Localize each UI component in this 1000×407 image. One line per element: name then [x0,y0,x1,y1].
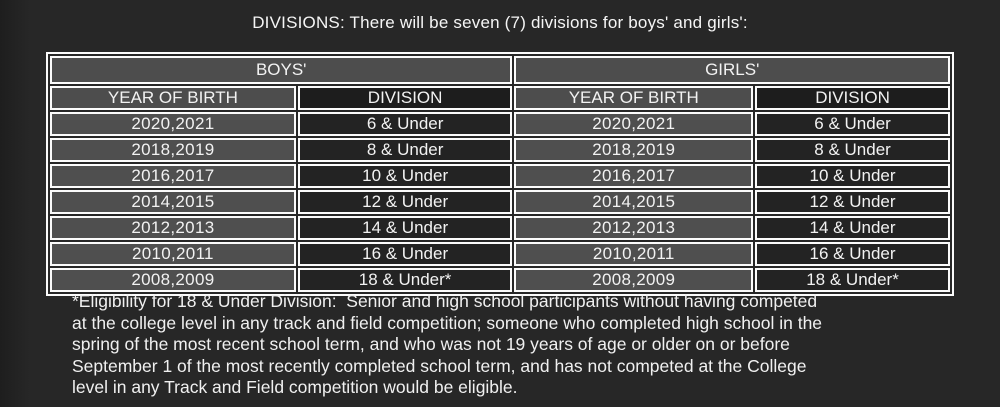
girls-division-cell: 6 & Under [755,112,950,136]
boys-year-cell: 2010,2011 [50,242,296,266]
girls-year-cell: 2008,2009 [514,268,753,292]
boys-year-cell: 2016,2017 [50,164,296,188]
footnote-line: level in any Track and Field competition would be eligible. [72,377,518,397]
footnote-line: at the college level in any track and field competition; someone who completed high school in the [72,312,823,333]
girls-division-header: DIVISION [755,86,950,110]
boys-division-cell: 18 & Under* [298,268,513,292]
girls-year-cell: 2016,2017 [514,164,753,188]
group-header-row [50,56,950,84]
girls-year-cell: 2018,2019 [514,138,753,162]
boys-division-header: DIVISION [298,86,513,110]
boys-division-cell: 6 & Under [298,112,513,136]
girls-year-cell: 2012,2013 [514,216,753,240]
column-header-row [50,86,950,110]
eligibility-footnote [72,291,952,399]
girls-division-cell: 16 & Under [755,242,950,266]
girls-division-cell: 18 & Under* [755,268,950,292]
table-row [50,164,950,188]
table-row [50,138,950,162]
girls-division-cell: 14 & Under [755,216,950,240]
footnote-line: September 1 of the most recently completed school term, and has not competed at the College [72,355,807,376]
boys-year-cell: 2012,2013 [50,216,296,240]
girls-year-cell: 2014,2015 [514,190,753,214]
girls-year-cell: 2020,2021 [514,112,753,136]
footnote-line: spring of the most recent school term, and who was not 19 years of age or older on or before [72,334,790,354]
table-row [50,216,950,240]
boys-division-cell: 14 & Under [298,216,513,240]
table-row [50,190,950,214]
girls-year-of-birth-header: YEAR OF BIRTH [514,86,753,110]
boys-year-cell: 2014,2015 [50,190,296,214]
divisions-table [46,52,954,296]
girls-year-cell: 2010,2011 [514,242,753,266]
girls-division-cell: 12 & Under [755,190,950,214]
table-row [50,242,950,266]
boys-division-cell: 16 & Under [298,242,513,266]
boys-group-header: BOYS' [50,56,512,84]
girls-division-cell: 8 & Under [755,138,950,162]
boys-year-cell: 2008,2009 [50,268,296,292]
boys-division-cell: 8 & Under [298,138,513,162]
boys-year-cell: 2020,2021 [50,112,296,136]
table-row [50,268,950,292]
boys-year-cell: 2018,2019 [50,138,296,162]
girls-division-cell: 10 & Under [755,164,950,188]
boys-division-cell: 10 & Under [298,164,513,188]
girls-group-header: GIRLS' [514,56,950,84]
table-row [50,112,950,136]
divisions-title: DIVISIONS: There will be seven (7) divisions for boys' and girls': [252,13,748,32]
boys-division-cell: 12 & Under [298,190,513,214]
boys-year-of-birth-header: YEAR OF BIRTH [50,86,296,110]
footnote-line: *Eligibility for 18 & Under Division: Senior and high school participants without having competed [72,291,818,311]
